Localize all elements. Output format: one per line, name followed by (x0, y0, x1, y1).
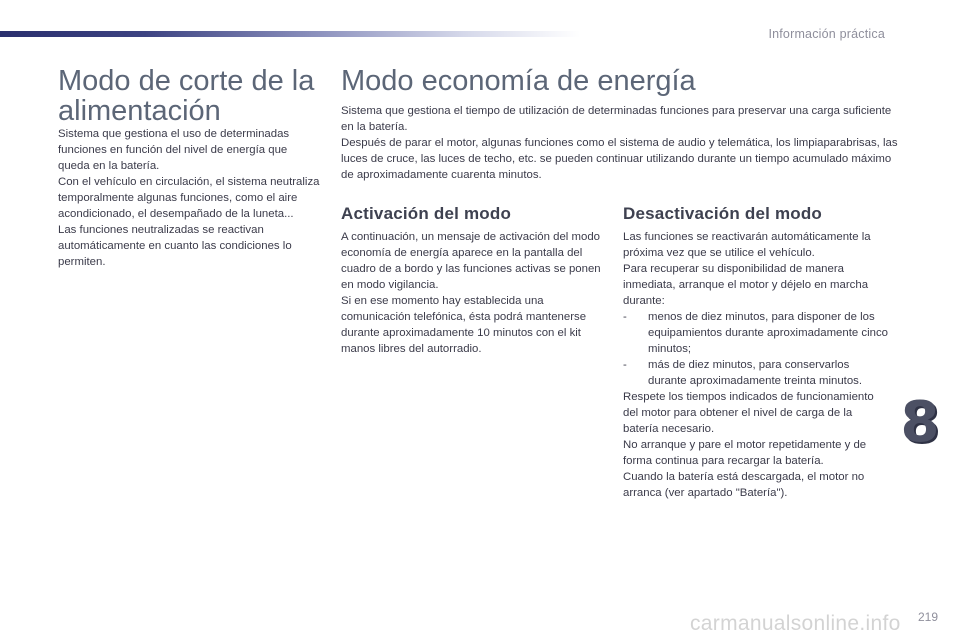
right-title: Modo economía de energía (341, 65, 696, 97)
intro-paragraph: Después de parar el motor, algunas funciones como el sistema de audio y telemática, los limpiaparabrisas, las luces de cruce, las luces de techo, etc. se pueden continuar utilizando durante un tiempo acumulado máximo de aproximadamente cuarenta minutos. (341, 137, 898, 181)
left-paragraph: Sistema que gestiona el uso de determinadas funciones en función del nivel de energía que queda en la batería. (58, 128, 290, 172)
deactivation-paragraph: Cuando la batería está descargada, el motor no arranca (ver apartado "Batería"). (623, 471, 865, 499)
list-item-text: más de diez minutos, para conservarlos durante aproximadamente treinta minutos. (648, 359, 863, 387)
left-body (58, 126, 320, 270)
page-number: 219 (917, 610, 938, 624)
watermark: carmanualsonline.info (690, 612, 901, 635)
section-header: Información práctica (768, 27, 885, 41)
deactivation-title: Desactivación del modo (623, 204, 823, 223)
left-title: Modo de corte de la alimentación (58, 65, 315, 127)
chapter-number (900, 389, 940, 455)
activation-title: Activación del modo (341, 204, 512, 223)
list-item-text: menos de diez minutos, para disponer de los equipamientos durante aproximadamente cinco minutos; (648, 311, 888, 355)
intro-paragraph: Sistema que gestiona el tiempo de utilización de determinadas funciones para preservar una carga suficiente en la batería. (341, 105, 892, 133)
deactivation-paragraph: Las funciones se reactivarán automáticamente la próxima vez que se utilice el vehículo. (623, 231, 871, 259)
deactivation-paragraph: No arranque y pare el motor repetidamente y de forma continua para recargar la batería. (623, 439, 867, 467)
list-item (623, 309, 888, 357)
dash-marker: - (623, 359, 627, 371)
list-item (623, 357, 888, 389)
left-paragraph: Las funciones neutralizadas se reactivan automáticamente en cuanto las condiciones lo permiten. (58, 224, 292, 268)
left-paragraph: Con el vehículo en circulación, el sistema neutraliza temporalmente algunas funciones, como el aire acondicionado, el desempañado de la luneta... (58, 176, 320, 220)
deactivation-paragraph: Para recuperar su disponibilidad de manera inmediata, arranque el motor y déjelo en marcha durante: (623, 263, 869, 307)
deactivation-body (623, 229, 888, 501)
header-accent-bar (0, 31, 580, 37)
activation-body (341, 229, 601, 357)
deactivation-paragraph: Respete los tiempos indicados de funcionamiento del motor para obtener el nivel de carga de la batería necesario. (623, 391, 874, 435)
dash-marker: - (623, 311, 627, 323)
intro-body (341, 103, 901, 183)
activation-paragraph: A continuación, un mensaje de activación del modo economía de energía aparece en la pantalla del cuadro de a bordo y las funciones activas se ponen en modo vigilancia. (341, 231, 601, 291)
activation-paragraph: Si en ese momento hay establecida una comunicación telefónica, ésta podrá mantenerse durante aproximadamente 10 minutos con el kit manos libres del autorradio. (341, 295, 587, 355)
chapter-number-text: 8 (900, 389, 940, 455)
